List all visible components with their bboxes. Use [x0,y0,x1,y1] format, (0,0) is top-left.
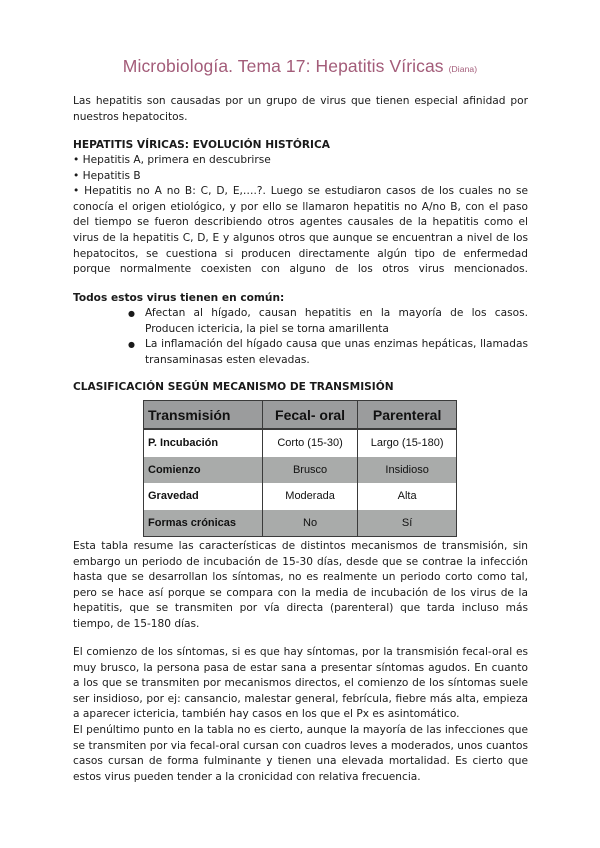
symptoms-paragraph: El comienzo de los síntomas, si es que hay síntomas, por la transmisión fecal-oral es muy brusco, la persona pasa de estar sana a presentar síntomas agudos. En cuanto a los que se transmiten por mecanismos directos, el comienzo de los síntomas suele ser insidioso, por ej: cansancio, malestar general, febrícula, fiebre más alta, empieza a aparecer ictericia, también hay casos en los que el Px es asintomático. [73,646,528,721]
header-parenteral: Parenteral [358,401,457,430]
table-header-row [144,401,457,430]
table-cell: Corto (15-30) [262,429,357,457]
classification-heading: CLASIFICACIÓN SEGÚN MECANISMO DE TRANSMISIÓN [73,381,394,393]
common-list [128,306,528,368]
table-cell: Largo (15-180) [358,429,457,457]
history-item-nonanonb: • Hepatitis no A no B: C, D, E,….?. Luego se estudiaron casos de los cuales no se conocía el origen etiológico, y por ello se llamaron hepatitis no A/no B, con el paso del tiempo se fueron describiendo otros agentes causales de la hepatitis como el virus de la hepatitis C, D, E y algunos otros que aunque se encuentran a nivel de los hepatocitos, se cuestiona si producen directamente algún tipo de enfermedad porque normalmente coexisten con alguno de los otros virus mencionados. [73,185,528,276]
row-label: Comienzo [144,457,263,484]
table-row [144,457,457,484]
intro-paragraph: Las hepatitis son causadas por un grupo de virus que tienen especial afinidad por nuestros hepatocitos. [73,95,528,123]
history-heading: HEPATITIS VÍRICAS: EVOLUCIÓN HISTÓRICA [73,139,330,151]
history-item-a: • Hepatitis A, primera en descubrirse [73,154,271,166]
row-label: Formas crónicas [144,510,263,537]
header-fecal-oral: Fecal- oral [262,401,357,430]
row-label: P. Incubación [144,429,263,457]
table-row [144,510,457,537]
table-cell: Sí [358,510,457,537]
common-item-liver: ● Afectan al hígado, causan hepatitis en la mayoría de los casos. Producen ictericia, la piel se torna amarillenta [128,306,528,337]
table-cell: Brusco [262,457,357,484]
title-text: Microbiología. Tema 17: Hepatitis Víricas [122,56,444,76]
table-cell: Insidioso [358,457,457,484]
transmission-table [143,400,457,537]
table-cell: Moderada [262,483,357,510]
common-item-transaminases: ● La inflamación del hígado causa que unas enzimas hepáticas, llamadas transaminasas esten elevadas. [128,337,528,368]
severity-paragraph: El penúltimo punto en la tabla no es cierto, aunque la mayoría de las infecciones que se transmiten por via fecal-oral cursan con cuadros leves a moderados, unos cuantos casos cursan de forma fulminante y tienen una elevada mortalidad. Es cierto que estos virus pueden tender a la cronicidad con relativa frecuencia. [73,724,528,783]
history-list [73,153,528,278]
table-row [144,429,457,457]
table-cell: No [262,510,357,537]
history-item-b: • Hepatitis B [73,169,141,182]
table-cell: Alta [358,483,457,510]
author-note: (Diana) [448,64,478,74]
document-title [0,56,600,77]
common-heading: Todos estos virus tienen en común: [73,292,285,304]
header-transmision: Transmisión [144,401,263,430]
table-summary-paragraph: Esta tabla resume las características de distintos mecanismos de transmisión, sin embargo un periodo de incubación de 15-30 días, desde que se contrae la infección hasta que se desarrollan los síntomas, no es realmente un periodo corto como tal, pero se hace así porque se compara con la media de incubación de los virus de la hepatitis, que se transmiten por vía directa (parenteral) que tarda incluso más tiempo, de 15-180 días. [73,540,528,630]
row-label: Gravedad [144,483,263,510]
table-row [144,483,457,510]
